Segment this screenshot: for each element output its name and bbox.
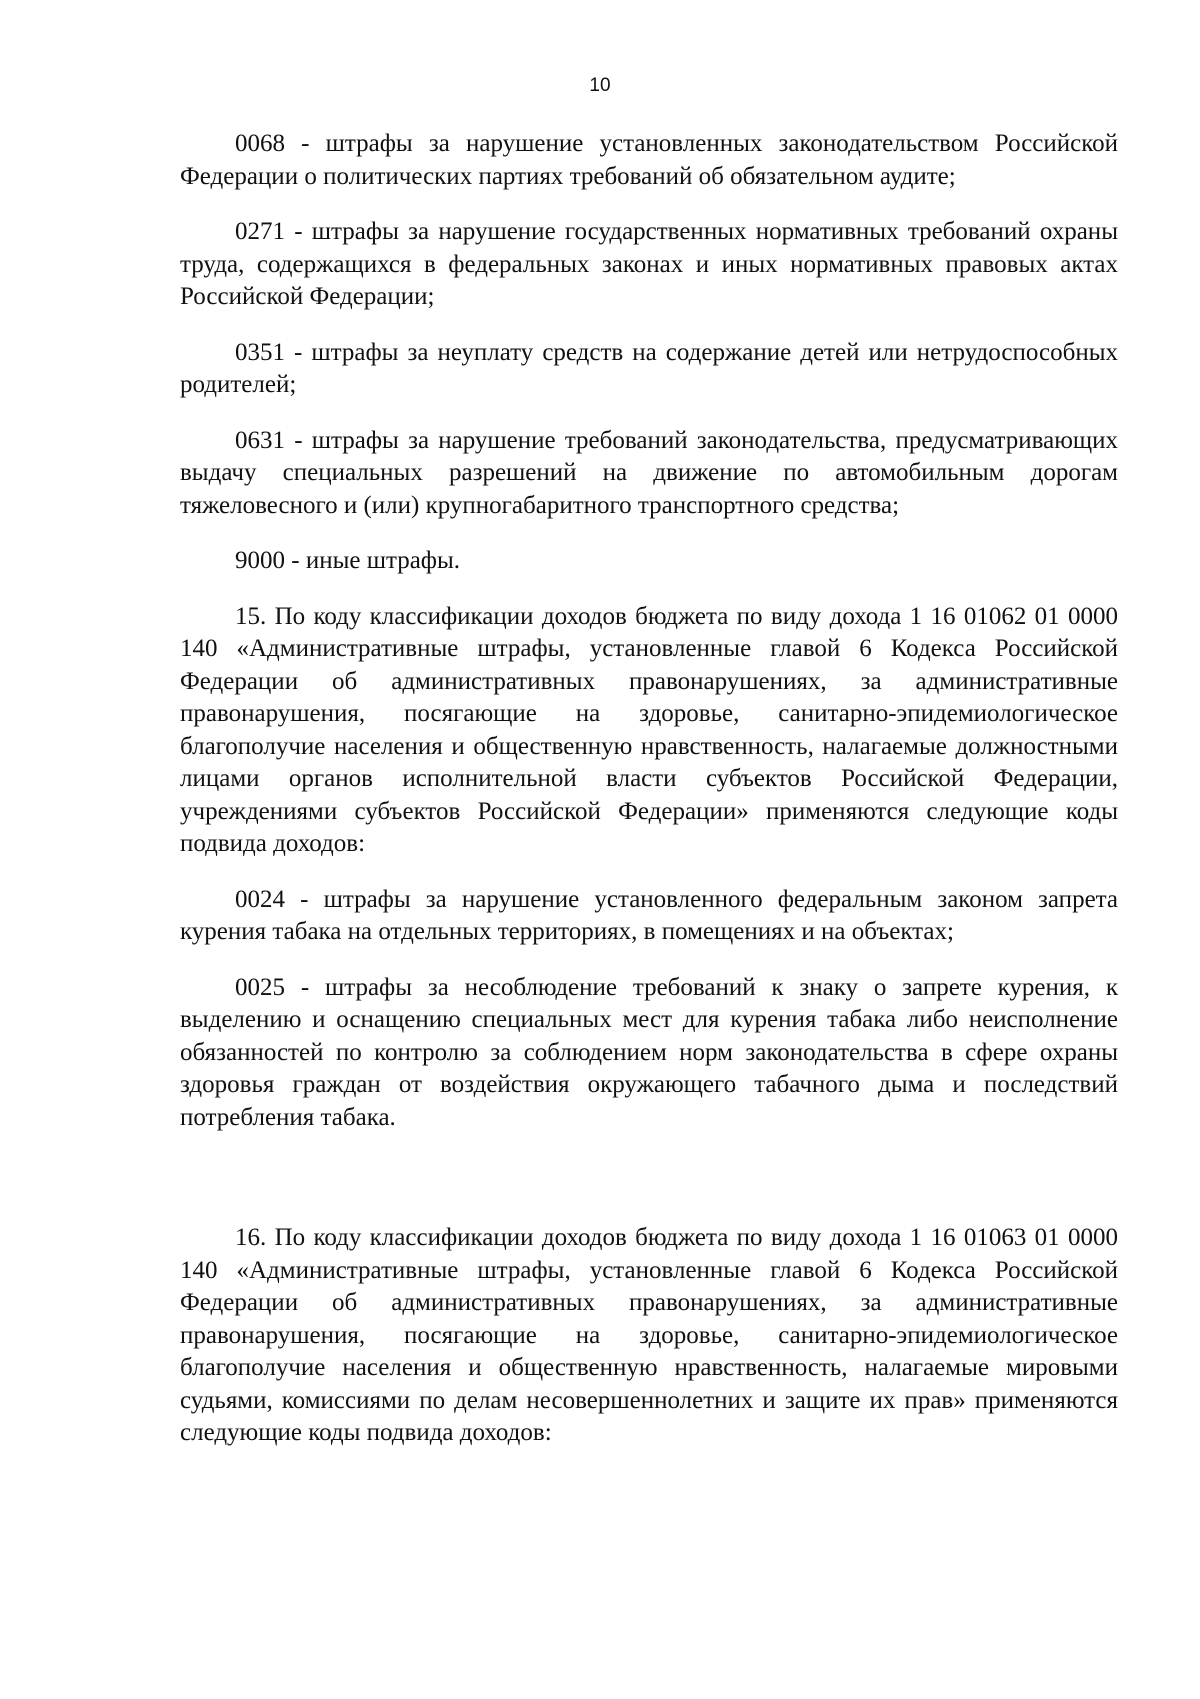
document-body xyxy=(180,128,1118,1473)
paragraph-section-15: 15. По коду классификации доходов бюджета по виду дохода 1 16 01062 01 0000 140 «Административные штрафы, установленные главой 6 Кодекса Российской Федерации об административных правонарушениях, за административные правонарушения, посягающие на здоровье, санитарно-эпидемиологическое благополучие населения и общественную нравственность, налагаемые должностными лицами органов исполнительной власти субъектов Российской Федерации, учреждениями субъектов Российской Федерации» применяются следующие коды подвида доходов: xyxy=(180,602,1118,857)
paragraph-section-16: 16. По коду классификации доходов бюджета по виду дохода 1 16 01063 01 0000 140 «Административные штрафы, установленные главой 6 Кодекса Российской Федерации об административных правонарушениях, за административные правонарушения, посягающие на здоровье, санитарно-эпидемиологическое благополучие населения и общественную нравственность, налагаемые мировыми судьями, комиссиями по делам несовершеннолетних и защите их прав» применяются следующие коды подвида доходов: xyxy=(180,1224,1118,1446)
paragraph-code-0068: 0068 - штрафы за нарушение установленных законодательством Российской Федерации о политических партиях требований об обязательном аудите; xyxy=(180,130,1118,190)
paragraph-code-0631: 0631 - штрафы за нарушение требований законодательства, предусматривающих выдачу специальных разрешений на движение по автомобильным дорогам тяжеловесного и (или) крупногабаритного транспортного средства; xyxy=(180,426,1118,519)
paragraph-code-9000: 9000 - иные штрафы. xyxy=(235,547,461,574)
paragraph-code-0351: 0351 - штрафы за неуплату средств на содержание детей или нетрудоспособных родителей; xyxy=(180,338,1118,398)
paragraph-code-0025: 0025 - штрафы за несоблюдение требований к знаку о запрете курения, к выделению и оснащению специальных мест для курения табака либо неисполнение обязанностей по контролю за соблюдением норм законодательства в сфере охраны здоровья граждан от воздействия окружающего табачного дыма и последствий потребления табака. xyxy=(180,973,1118,1131)
page-number: 10 xyxy=(589,75,611,96)
paragraph-code-0271: 0271 - штрафы за нарушение государственных нормативных требований охраны труда, содержащихся в федеральных законах и иных нормативных правовых актах Российской Федерации; xyxy=(180,218,1118,310)
paragraph-code-0024: 0024 - штрафы за нарушение установленного федеральным законом запрета курения табака на отдельных территориях, в помещениях и на объектах; xyxy=(180,885,1118,945)
